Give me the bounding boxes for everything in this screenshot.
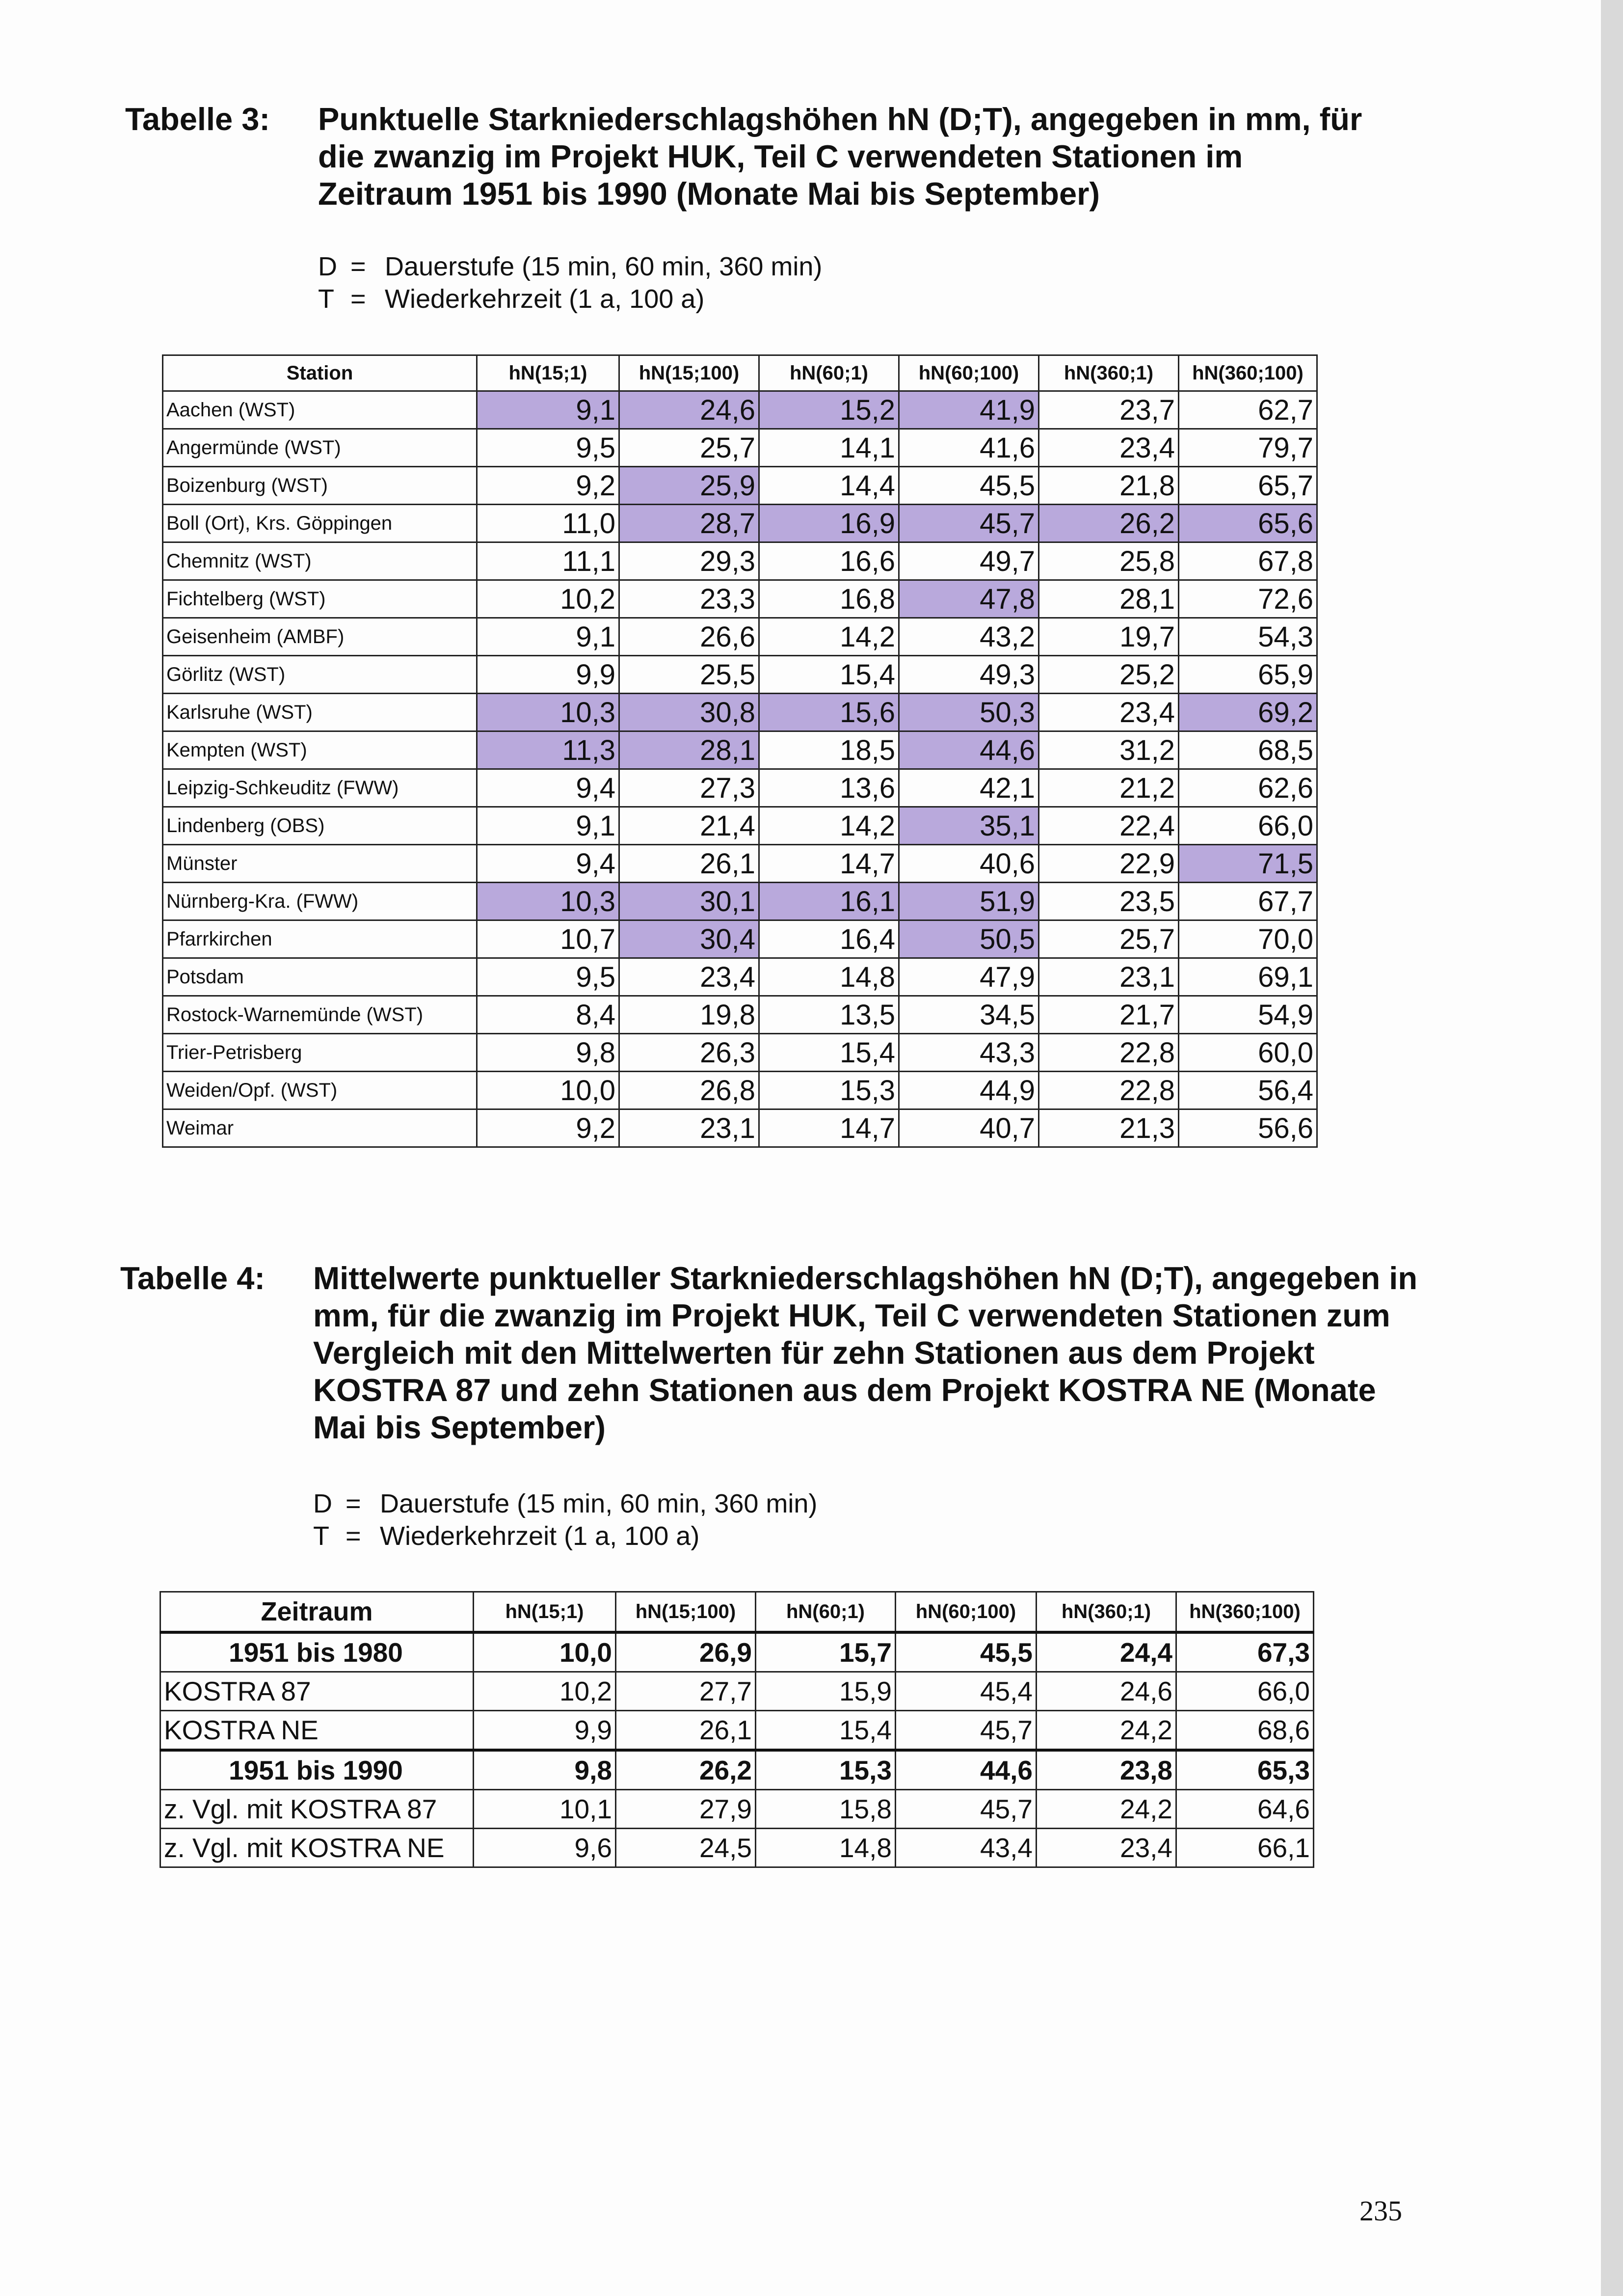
value-cell: 14,2 [759, 618, 899, 656]
value-cell: 9,4 [477, 769, 619, 807]
value-cell: 23,1 [1039, 958, 1179, 996]
station-name: Chemnitz (WST) [163, 542, 477, 580]
value-cell: 10,7 [477, 920, 619, 958]
value-cell: 45,5 [896, 1632, 1037, 1672]
value-cell: 45,5 [899, 467, 1039, 505]
value-cell: 30,4 [619, 920, 759, 958]
value-cell: 66,1 [1176, 1829, 1314, 1867]
table3-body [163, 391, 1317, 1147]
value-cell: 54,3 [1179, 618, 1317, 656]
period-name: 1951 bis 1980 [160, 1632, 474, 1672]
station-name: Angermünde (WST) [163, 429, 477, 467]
value-cell: 50,5 [899, 920, 1039, 958]
value-cell: 26,6 [619, 618, 759, 656]
value-cell: 65,6 [1179, 505, 1317, 542]
value-cell: 9,1 [477, 391, 619, 429]
station-name: Weiden/Opf. (WST) [163, 1072, 477, 1109]
value-cell: 10,2 [474, 1672, 616, 1711]
value-cell: 16,9 [759, 505, 899, 542]
value-cell: 24,4 [1037, 1632, 1176, 1672]
table3-header-h60-1: hN(60;1) [759, 355, 899, 391]
table-row [163, 1034, 1317, 1072]
value-cell: 24,5 [616, 1829, 756, 1867]
value-cell: 40,6 [899, 845, 1039, 883]
value-cell: 45,7 [896, 1790, 1037, 1829]
value-cell: 15,4 [759, 656, 899, 694]
table-row [163, 883, 1317, 920]
value-cell: 9,6 [474, 1829, 616, 1867]
table4 [160, 1591, 1314, 1868]
value-cell: 26,2 [1039, 505, 1179, 542]
table-row [163, 542, 1317, 580]
table-row [163, 845, 1317, 883]
value-cell: 70,0 [1179, 920, 1317, 958]
value-cell: 69,2 [1179, 694, 1317, 731]
value-cell: 26,8 [619, 1072, 759, 1109]
value-cell: 9,9 [477, 656, 619, 694]
value-cell: 28,1 [619, 731, 759, 769]
table-row [163, 694, 1317, 731]
table4-header-h360-1: hN(360;1) [1037, 1592, 1176, 1633]
value-cell: 16,8 [759, 580, 899, 618]
value-cell: 13,6 [759, 769, 899, 807]
value-cell: 65,3 [1176, 1750, 1314, 1790]
station-name: Trier-Petrisberg [163, 1034, 477, 1072]
value-cell: 56,4 [1179, 1072, 1317, 1109]
value-cell: 22,4 [1039, 807, 1179, 845]
station-name: Boll (Ort), Krs. Göppingen [163, 505, 477, 542]
value-cell: 43,2 [899, 618, 1039, 656]
value-cell: 23,3 [619, 580, 759, 618]
value-cell: 21,8 [1039, 467, 1179, 505]
value-cell: 15,7 [756, 1632, 896, 1672]
table4-title: Mittelwerte punktueller Starkniederschlagshöhen hN (D;T), angegeben in mm, für die zwanzig im Projekt HUK, Teil C verwendeten Stationen zum Vergleich mit den Mittelwerten für zehn Stationen aus dem Projekt KOSTRA 87 und zehn Stationen aus dem Projekt KOSTRA NE (Monate Mai bis September) [313, 1260, 1418, 1445]
value-cell: 28,1 [1039, 580, 1179, 618]
value-cell: 9,8 [477, 1034, 619, 1072]
table-row [160, 1711, 1314, 1751]
value-cell: 22,8 [1039, 1034, 1179, 1072]
value-cell: 23,1 [619, 1109, 759, 1147]
value-cell: 45,7 [899, 505, 1039, 542]
value-cell: 15,9 [756, 1672, 896, 1711]
value-cell: 27,7 [616, 1672, 756, 1711]
value-cell: 49,3 [899, 656, 1039, 694]
value-cell: 23,5 [1039, 883, 1179, 920]
value-cell: 30,8 [619, 694, 759, 731]
value-cell: 14,4 [759, 467, 899, 505]
table3-title: Punktuelle Starkniederschlagshöhen hN (D;T), angegeben in mm, für die zwanzig im Projekt HUK, Teil C verwendeten Stationen im Zeitraum 1951 bis 1990 (Monate Mai bis September) [318, 101, 1362, 212]
value-cell: 10,2 [477, 580, 619, 618]
value-cell: 45,7 [896, 1711, 1037, 1751]
value-cell: 42,1 [899, 769, 1039, 807]
value-cell: 44,9 [899, 1072, 1039, 1109]
value-cell: 10,0 [477, 1072, 619, 1109]
value-cell: 15,3 [756, 1750, 896, 1790]
value-cell: 25,7 [1039, 920, 1179, 958]
value-cell: 49,7 [899, 542, 1039, 580]
value-cell: 9,2 [477, 1109, 619, 1147]
value-cell: 43,4 [896, 1829, 1037, 1867]
value-cell: 11,3 [477, 731, 619, 769]
table-row [163, 996, 1317, 1034]
value-cell: 14,7 [759, 845, 899, 883]
value-cell: 13,5 [759, 996, 899, 1034]
value-cell: 26,1 [616, 1711, 756, 1751]
table3-header-h360-100: hN(360;100) [1179, 355, 1317, 391]
value-cell: 45,4 [896, 1672, 1037, 1711]
value-cell: 21,7 [1039, 996, 1179, 1034]
value-cell: 24,2 [1037, 1711, 1176, 1751]
table3-header-h360-1: hN(360;1) [1039, 355, 1179, 391]
table-row [163, 731, 1317, 769]
table-row [163, 769, 1317, 807]
table4-body [160, 1632, 1314, 1867]
value-cell: 15,3 [759, 1072, 899, 1109]
value-cell: 54,9 [1179, 996, 1317, 1034]
table-row [163, 467, 1317, 505]
value-cell: 23,8 [1037, 1750, 1176, 1790]
value-cell: 72,6 [1179, 580, 1317, 618]
value-cell: 28,7 [619, 505, 759, 542]
value-cell: 40,7 [899, 1109, 1039, 1147]
table4-header-zeitraum: Zeitraum [160, 1592, 474, 1633]
value-cell: 16,1 [759, 883, 899, 920]
value-cell: 19,7 [1039, 618, 1179, 656]
value-cell: 15,2 [759, 391, 899, 429]
value-cell: 23,4 [1039, 694, 1179, 731]
value-cell: 23,4 [619, 958, 759, 996]
table3-header-h15-1: hN(15;1) [477, 355, 619, 391]
value-cell: 71,5 [1179, 845, 1317, 883]
table3-header-station: Station [163, 355, 477, 391]
value-cell: 23,7 [1039, 391, 1179, 429]
station-name: Aachen (WST) [163, 391, 477, 429]
table-row [163, 580, 1317, 618]
value-cell: 19,8 [619, 996, 759, 1034]
value-cell: 22,8 [1039, 1072, 1179, 1109]
value-cell: 9,9 [474, 1711, 616, 1751]
value-cell: 67,8 [1179, 542, 1317, 580]
table-row [163, 1109, 1317, 1147]
value-cell: 8,4 [477, 996, 619, 1034]
value-cell: 10,3 [477, 694, 619, 731]
value-cell: 24,6 [1037, 1672, 1176, 1711]
value-cell: 26,1 [619, 845, 759, 883]
table3-header-row [163, 355, 1317, 391]
station-name: Görlitz (WST) [163, 656, 477, 694]
table3-caption [125, 101, 1401, 218]
value-cell: 26,9 [616, 1632, 756, 1672]
value-cell: 9,4 [477, 845, 619, 883]
value-cell: 67,3 [1176, 1632, 1314, 1672]
table4-header-h15-100: hN(15;100) [616, 1592, 756, 1633]
table-row [163, 391, 1317, 429]
definition-d: D = Dauerstufe (15 min, 60 min, 360 min) [318, 252, 823, 281]
period-name: z. Vgl. mit KOSTRA NE [160, 1829, 474, 1867]
value-cell: 44,6 [899, 731, 1039, 769]
table-row [163, 656, 1317, 694]
value-cell: 25,2 [1039, 656, 1179, 694]
value-cell: 69,1 [1179, 958, 1317, 996]
station-name: Nürnberg-Kra. (FWW) [163, 883, 477, 920]
definition-t: T = Wiederkehrzeit (1 a, 100 a) [318, 284, 705, 314]
value-cell: 67,7 [1179, 883, 1317, 920]
value-cell: 9,8 [474, 1750, 616, 1790]
value-cell: 25,9 [619, 467, 759, 505]
table-row [160, 1790, 1314, 1829]
value-cell: 11,0 [477, 505, 619, 542]
value-cell: 27,3 [619, 769, 759, 807]
value-cell: 14,7 [759, 1109, 899, 1147]
value-cell: 60,0 [1179, 1034, 1317, 1072]
station-name: Geisenheim (AMBF) [163, 618, 477, 656]
value-cell: 56,6 [1179, 1109, 1317, 1147]
table4-header-row [160, 1592, 1314, 1633]
value-cell: 68,5 [1179, 731, 1317, 769]
value-cell: 51,9 [899, 883, 1039, 920]
table-row [163, 958, 1317, 996]
value-cell: 11,1 [477, 542, 619, 580]
value-cell: 31,2 [1039, 731, 1179, 769]
table4-header-h15-1: hN(15;1) [474, 1592, 616, 1633]
value-cell: 14,2 [759, 807, 899, 845]
value-cell: 22,9 [1039, 845, 1179, 883]
table-row [160, 1750, 1314, 1790]
value-cell: 15,6 [759, 694, 899, 731]
table4-definitions [313, 1487, 817, 1552]
period-name: KOSTRA 87 [160, 1672, 474, 1711]
table4-caption [120, 1260, 1418, 1456]
value-cell: 16,4 [759, 920, 899, 958]
value-cell: 14,1 [759, 429, 899, 467]
value-cell: 65,7 [1179, 467, 1317, 505]
table3-definitions [318, 250, 822, 315]
value-cell: 62,7 [1179, 391, 1317, 429]
value-cell: 66,0 [1179, 807, 1317, 845]
table3-header-h60-100: hN(60;100) [899, 355, 1039, 391]
value-cell: 29,3 [619, 542, 759, 580]
station-name: Münster [163, 845, 477, 883]
value-cell: 41,6 [899, 429, 1039, 467]
value-cell: 21,2 [1039, 769, 1179, 807]
value-cell: 9,2 [477, 467, 619, 505]
table4-header-h60-100: hN(60;100) [896, 1592, 1037, 1633]
table4-header-h360-100: hN(360;100) [1176, 1592, 1314, 1633]
table-row [163, 920, 1317, 958]
value-cell: 44,6 [896, 1750, 1037, 1790]
value-cell: 66,0 [1176, 1672, 1314, 1711]
value-cell: 15,8 [756, 1790, 896, 1829]
table3 [162, 354, 1318, 1148]
station-name: Weimar [163, 1109, 477, 1147]
value-cell: 21,4 [619, 807, 759, 845]
table-row [163, 429, 1317, 467]
value-cell: 47,9 [899, 958, 1039, 996]
value-cell: 14,8 [759, 958, 899, 996]
table3-label: Tabelle 3: [125, 101, 270, 137]
value-cell: 65,9 [1179, 656, 1317, 694]
value-cell: 41,9 [899, 391, 1039, 429]
value-cell: 15,4 [756, 1711, 896, 1751]
value-cell: 23,4 [1037, 1829, 1176, 1867]
table-row [163, 807, 1317, 845]
station-name: Leipzig-Schkeuditz (FWW) [163, 769, 477, 807]
value-cell: 23,4 [1039, 429, 1179, 467]
page-number: 235 [1359, 2195, 1402, 2227]
value-cell: 34,5 [899, 996, 1039, 1034]
value-cell: 25,8 [1039, 542, 1179, 580]
value-cell: 9,1 [477, 618, 619, 656]
value-cell: 25,7 [619, 429, 759, 467]
value-cell: 10,3 [477, 883, 619, 920]
station-name: Fichtelberg (WST) [163, 580, 477, 618]
value-cell: 50,3 [899, 694, 1039, 731]
station-name: Pfarrkirchen [163, 920, 477, 958]
value-cell: 21,3 [1039, 1109, 1179, 1147]
value-cell: 26,2 [616, 1750, 756, 1790]
definition-d: D = Dauerstufe (15 min, 60 min, 360 min) [313, 1489, 818, 1518]
station-name: Potsdam [163, 958, 477, 996]
value-cell: 62,6 [1179, 769, 1317, 807]
station-name: Boizenburg (WST) [163, 467, 477, 505]
station-name: Rostock-Warnemünde (WST) [163, 996, 477, 1034]
value-cell: 25,5 [619, 656, 759, 694]
value-cell: 24,2 [1037, 1790, 1176, 1829]
table3-header-h15-100: hN(15;100) [619, 355, 759, 391]
table-row [163, 618, 1317, 656]
value-cell: 68,6 [1176, 1711, 1314, 1751]
table-row [163, 505, 1317, 542]
period-name: 1951 bis 1990 [160, 1750, 474, 1790]
table-row [160, 1632, 1314, 1672]
value-cell: 43,3 [899, 1034, 1039, 1072]
value-cell: 27,9 [616, 1790, 756, 1829]
value-cell: 15,4 [759, 1034, 899, 1072]
value-cell: 18,5 [759, 731, 899, 769]
table-row [163, 1072, 1317, 1109]
station-name: Lindenberg (OBS) [163, 807, 477, 845]
value-cell: 26,3 [619, 1034, 759, 1072]
table4-header-h60-1: hN(60;1) [756, 1592, 896, 1633]
value-cell: 10,1 [474, 1790, 616, 1829]
value-cell: 24,6 [619, 391, 759, 429]
value-cell: 14,8 [756, 1829, 896, 1867]
period-name: z. Vgl. mit KOSTRA 87 [160, 1790, 474, 1829]
table4-label: Tabelle 4: [120, 1260, 266, 1296]
table-row [160, 1829, 1314, 1867]
value-cell: 64,6 [1176, 1790, 1314, 1829]
value-cell: 9,5 [477, 958, 619, 996]
value-cell: 9,5 [477, 429, 619, 467]
table-row [160, 1672, 1314, 1711]
value-cell: 79,7 [1179, 429, 1317, 467]
value-cell: 16,6 [759, 542, 899, 580]
value-cell: 30,1 [619, 883, 759, 920]
value-cell: 47,8 [899, 580, 1039, 618]
station-name: Karlsruhe (WST) [163, 694, 477, 731]
value-cell: 10,0 [474, 1632, 616, 1672]
station-name: Kempten (WST) [163, 731, 477, 769]
definition-t: T = Wiederkehrzeit (1 a, 100 a) [313, 1521, 700, 1551]
value-cell: 9,1 [477, 807, 619, 845]
value-cell: 35,1 [899, 807, 1039, 845]
period-name: KOSTRA NE [160, 1711, 474, 1751]
